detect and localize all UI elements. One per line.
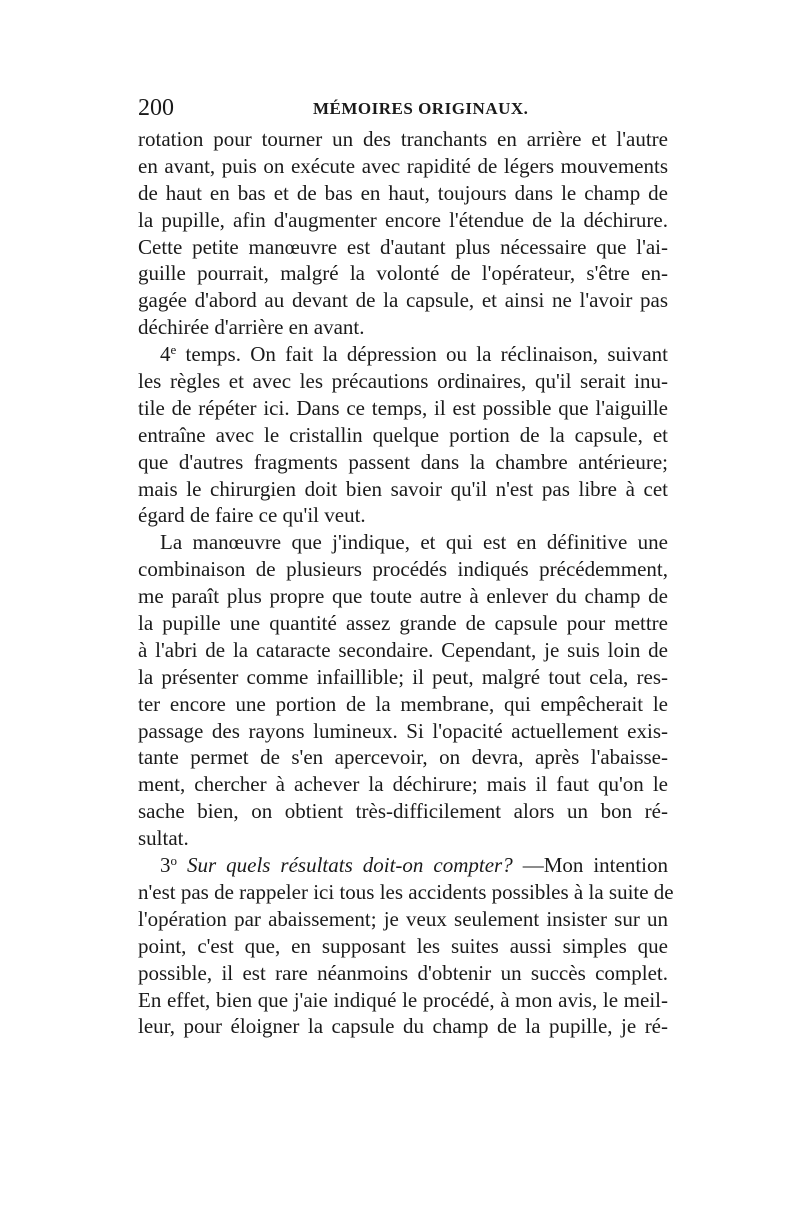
text-line: guille pourrait, malgré la volonté de l'opérateur, s'être en- <box>138 261 668 286</box>
text-line: mais le chirurgien doit bien savoir qu'il n'est pas libre à cet <box>138 476 668 501</box>
ordinal-suffix: e <box>170 342 177 358</box>
text-line: rotation pour tourner un des tranchants en arrière et l'autre <box>138 127 668 151</box>
text-line: n'est pas de rappeler ici tous les accidents possibles à la suite de <box>138 879 674 904</box>
paragraph-1 <box>138 126 668 341</box>
text-line: Cette petite manœuvre est d'autant plus nécessaire que l'ai- <box>138 234 668 259</box>
text-line: sache bien, on obtient très-difficilement alors un bon ré- <box>138 799 668 824</box>
step-number: 4 <box>160 342 171 367</box>
body-text <box>138 126 674 1040</box>
page-number: 200 <box>138 95 174 121</box>
line-text: temps. On fait la dépression ou la réclinaison, suivant <box>176 342 668 367</box>
text-line: la pupille, afin d'augmenter encore l'étendue de la déchirure. <box>138 207 668 232</box>
paragraph-4 <box>138 852 674 1040</box>
running-title: MÉMOIRES ORIGINAUX. <box>313 99 529 118</box>
text-line: de haut en bas et de bas en haut, toujours dans le champ de <box>138 180 668 205</box>
text-line: tante permet de s'en apercevoir, on devra, après l'abaisse- <box>138 745 668 770</box>
text-line: l'opération par abaissement; je veux seulement insister sur un <box>138 906 668 931</box>
text-line <box>138 341 668 368</box>
text-line: combinaison de plusieurs procédés indiqués précédemment, <box>138 557 668 582</box>
text-line: la présenter comme infaillible; il peut, malgré tout cela, res- <box>138 664 668 689</box>
text-line: égard de faire ce qu'il veut. <box>138 503 366 528</box>
text-line: en avant, puis on exécute avec rapidité de légers mouvements <box>138 153 668 178</box>
text-line: passage des rayons lumineux. Si l'opacité actuellement exis- <box>138 718 668 743</box>
section-number: 3 <box>160 853 171 878</box>
running-head <box>138 93 668 123</box>
text-line: que d'autres fragments passent dans la chambre antérieure; <box>138 449 668 474</box>
text-line <box>138 852 668 879</box>
text-line: tile de répéter ici. Dans ce temps, il est possible que l'aiguille <box>138 395 668 420</box>
text-line: sultat. <box>138 826 189 851</box>
paragraph-3 <box>138 529 668 852</box>
line-text: —Mon intention <box>512 853 669 878</box>
text-line: me paraît plus propre que toute autre à enlever du champ de <box>138 584 668 609</box>
text-line: leur, pour éloigner la capsule du champ de la pupille, je ré- <box>138 1014 668 1039</box>
text-line: les règles et avec les précautions ordinaires, qu'il serait inu- <box>138 369 668 394</box>
text-line: entraîne avec le cristallin quelque portion de la capsule, et <box>138 422 668 447</box>
text-line: à l'abri de la cataracte secondaire. Cependant, je suis loin de <box>138 637 668 662</box>
text-line: déchirée d'arrière en avant. <box>138 315 365 340</box>
text-line: ter encore une portion de la membrane, qui empêcherait le <box>138 691 668 716</box>
text-line: point, c'est que, en supposant les suites aussi simples que <box>138 933 668 958</box>
text-line: La manœuvre que j'indique, et qui est en définitive une <box>160 530 668 555</box>
text-line: possible, il est rare néanmoins d'obtenir un succès complet. <box>138 960 668 985</box>
text-line: la pupille une quantité assez grande de capsule pour mettre <box>138 611 668 636</box>
text-line: ment, chercher à achever la déchirure; mais il faut qu'on le <box>138 772 668 797</box>
section-heading: Sur quels résultats doit-on compter? <box>186 853 513 878</box>
ordinal-suffix: o <box>170 853 177 869</box>
text-line: gagée d'abord au devant de la capsule, et ainsi ne l'avoir pas <box>138 288 668 313</box>
text-line: En effet, bien que j'aie indiqué le procédé, à mon avis, le meil- <box>138 987 668 1012</box>
paragraph-2 <box>138 341 668 529</box>
